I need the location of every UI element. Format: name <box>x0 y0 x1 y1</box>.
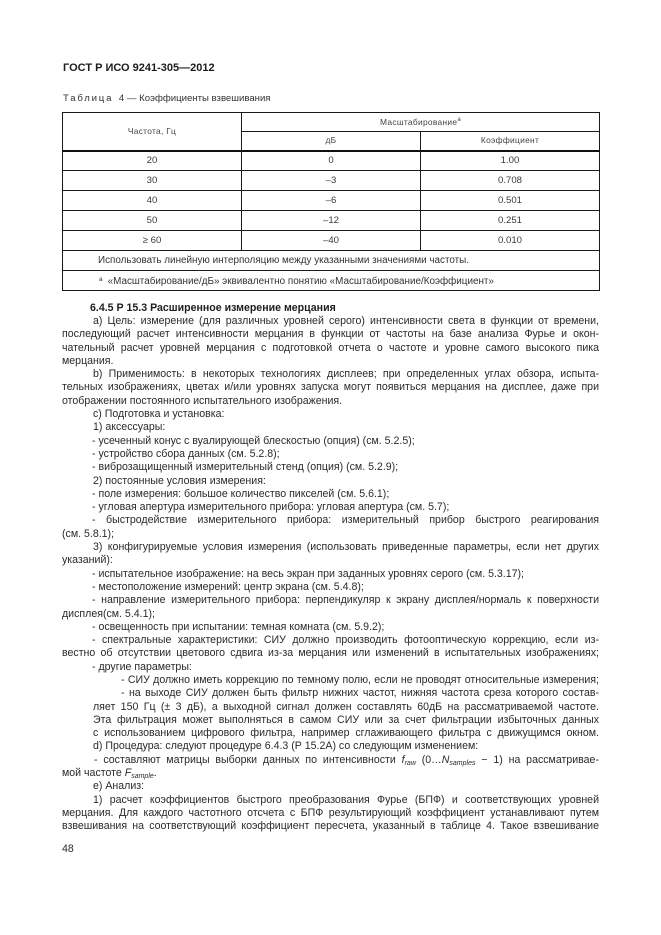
paragraph-line: тельных изображениях, цветах и/или уровнях запуска могут появиться мерцания на дисплее, даже при <box>62 381 599 394</box>
list-heading: 3) конфигурируемые условия измерения (использовать приведенные параметры, если нет других <box>93 541 599 554</box>
table-caption <box>63 93 271 105</box>
table-row <box>63 231 600 251</box>
table-footnote <box>63 271 600 291</box>
formula-text-post: − 1) на рассматривае- <box>475 753 599 766</box>
paragraph-line: d) Процедура: следуют процедуре 6.4.3 (Р 15.2А) со следующим изменением: <box>93 740 479 753</box>
list-item: - устройство сбора данных (см. 5.2.8); <box>92 447 280 460</box>
formula-n-symbol: N <box>441 753 450 766</box>
cell-frequency: 50 <box>63 211 242 231</box>
table-caption-label: Таблица <box>63 92 114 104</box>
list-item-continuation: дисплея(см. 5.4.1); <box>62 607 155 620</box>
list-heading: 1) аксессуары: <box>93 421 166 434</box>
formula-line <box>62 767 599 780</box>
document-code-header: ГОСТ Р ИСО 9241-305—2012 <box>63 61 215 74</box>
formula-text-pre: мой частоте <box>62 767 125 780</box>
cell-frequency: ≥ 60 <box>63 231 242 251</box>
table-row <box>63 171 600 191</box>
sub-list-item-continuation: Эта фильтрация может выполняться в самом СИУ или за счет фильтрации избыточных данных <box>93 713 599 726</box>
sub-list-item: - на выходе СИУ должен быть фильтр нижних частот, нижняя частота среза которого состав- <box>121 687 599 700</box>
cell-frequency: 20 <box>63 151 242 171</box>
paragraph-line: 1) расчет коэффициентов быстрого преобразования Фурье (БПФ) и соответствующих уровней <box>93 793 599 806</box>
list-item: - спектральные характеристики: СИУ должно производить фотооптическую коррекцию, если из- <box>92 634 599 647</box>
list-item-continuation: (см. 5.8.1); <box>62 527 115 540</box>
paragraph-line: взвешивания на соответствующий коэффициент пересчета, указанный в таблице 4. Такое взвешивание <box>62 820 599 833</box>
table-note: Использовать линейную интерполяцию между указанными значениями частоты. <box>63 251 600 271</box>
cell-db: –12 <box>242 211 421 231</box>
cell-frequency: 40 <box>63 191 242 211</box>
footnote-text: «Масштабирование/дБ» эквивалентно понятию «Масштабирование/Коэффициент» <box>107 276 494 287</box>
list-item: - освещенность при испытании: темная комната (см. 5.9.2); <box>92 620 385 633</box>
cell-db: –40 <box>242 231 421 251</box>
table-caption-text: 4 — Коэффициенты взвешивания <box>118 92 271 104</box>
formula-text-pre: - составляют матрицы выборки данных по интенсивности <box>94 753 402 766</box>
formula-F-subscript: sample <box>131 773 154 781</box>
formula-n-subscript: samples <box>449 759 476 767</box>
table-footnote-row <box>63 271 600 291</box>
list-item: - угловая апертура измерительного прибора: угловая апертура (см. 5.7); <box>92 501 450 514</box>
header-frequency-label: Частота, Гц <box>127 125 177 136</box>
formula-text-post: . <box>153 767 157 780</box>
cell-coefficient: 0.708 <box>421 171 600 191</box>
header-coefficient: Коэффициент <box>421 132 600 151</box>
list-heading: 2) постоянные условия измерения: <box>93 474 266 487</box>
sub-list-item-continuation: ляет 150 Гц (± 3 дБ), а выходной сигнал должен составлять 60дБ на рассматриваемой частоте. <box>93 700 599 713</box>
cell-coefficient: 0.501 <box>421 191 600 211</box>
header-db: дБ <box>242 132 421 151</box>
footnote-mark: а <box>99 276 103 283</box>
paragraph-line: мерцания. Для каждого частотного отсчета с БПФ результирующий коэффициент устанавливают путем <box>62 806 599 819</box>
list-item: - местоположение измерений: центр экрана (см. 5.4.8); <box>92 580 364 593</box>
cell-frequency: 30 <box>63 171 242 191</box>
section-heading: 6.4.5 Р 15.3 Расширенное измерение мерцания <box>90 301 336 314</box>
paragraph-line: b) Применимость: в некоторых технологиях дисплеев; при определенных углах обзора, испыта- <box>93 368 599 381</box>
list-item: - усеченный конус с вуалирующей блескостью (опция) (см. 5.2.5); <box>92 434 415 447</box>
sub-list-item-continuation: с использованием цифрового фильтра, например сглаживающего фильтра с движущимся окном. <box>93 727 599 740</box>
list-item-continuation: вестно об отсутствии цветового сдвига из-за мерцания или изменений в испытательных изображениях; <box>62 647 599 660</box>
header-scaling <box>242 113 600 132</box>
header-scaling-label: Масштабирование <box>380 116 458 127</box>
formula-f-symbol: f <box>401 753 405 766</box>
list-heading-continuation: указаний): <box>62 554 113 567</box>
cell-coefficient: 1.00 <box>421 151 600 171</box>
paragraph-line: отображении постоянного испытательного изображения. <box>62 394 343 407</box>
cell-coefficient: 0.251 <box>421 211 600 231</box>
paragraph-line: последующий расчет интенсивности мерцания в функции от частоты на базе анализа Фурье и окон- <box>62 328 599 341</box>
cell-db: 0 <box>242 151 421 171</box>
table-row <box>63 151 600 171</box>
table-row <box>63 191 600 211</box>
formula-line <box>62 754 599 767</box>
list-item: - другие параметры: <box>92 660 192 673</box>
paragraph-line: e) Анализ: <box>93 780 145 793</box>
section-body <box>62 302 599 834</box>
cell-coefficient: 0.010 <box>421 231 600 251</box>
list-item: - поле измерения: большое количество пикселей (см. 5.6.1); <box>92 487 390 500</box>
table-header-row <box>63 113 600 132</box>
list-item: - быстродействие измерительного прибора: измерительный прибор быстрого реагирования <box>92 514 599 527</box>
paragraph-line: c) Подготовка и установка: <box>93 408 225 421</box>
list-item: - испытательное изображение: на весь экран при заданных уровнях серого (см. 5.3.17); <box>92 567 525 580</box>
header-scaling-footnote-mark: а <box>457 116 461 123</box>
list-item: - виброзащищенный измерительный стенд (опция) (см. 5.2.9); <box>92 461 399 474</box>
formula-F-symbol: F <box>124 767 132 780</box>
cell-db: –6 <box>242 191 421 211</box>
formula-text-mid: (0… <box>415 753 442 766</box>
table-row <box>63 211 600 231</box>
paragraph-line: мерцания. <box>62 354 114 367</box>
sub-list-item: - СИУ должно иметь коррекцию по темному полю, если не проводят относительные измерения; <box>121 674 599 686</box>
weighting-coefficients-table <box>62 112 600 291</box>
table-note-row <box>63 251 600 271</box>
cell-db: –3 <box>242 171 421 191</box>
page-number: 48 <box>62 842 74 855</box>
paragraph-line: чательный расчет уровней мерцания с подготовкой отчета о частоте и уровне самого высокого пика <box>62 341 599 354</box>
list-item: - направление измерительного прибора: перпендикуляр к экрану дисплея/нормаль к поверхности <box>92 594 599 607</box>
paragraph-line: a) Цель: измерение (для различных уровней серого) интенсивности света в функции от времени, <box>93 314 599 327</box>
formula-f-subscript: raw <box>404 759 416 767</box>
header-frequency <box>63 113 242 151</box>
